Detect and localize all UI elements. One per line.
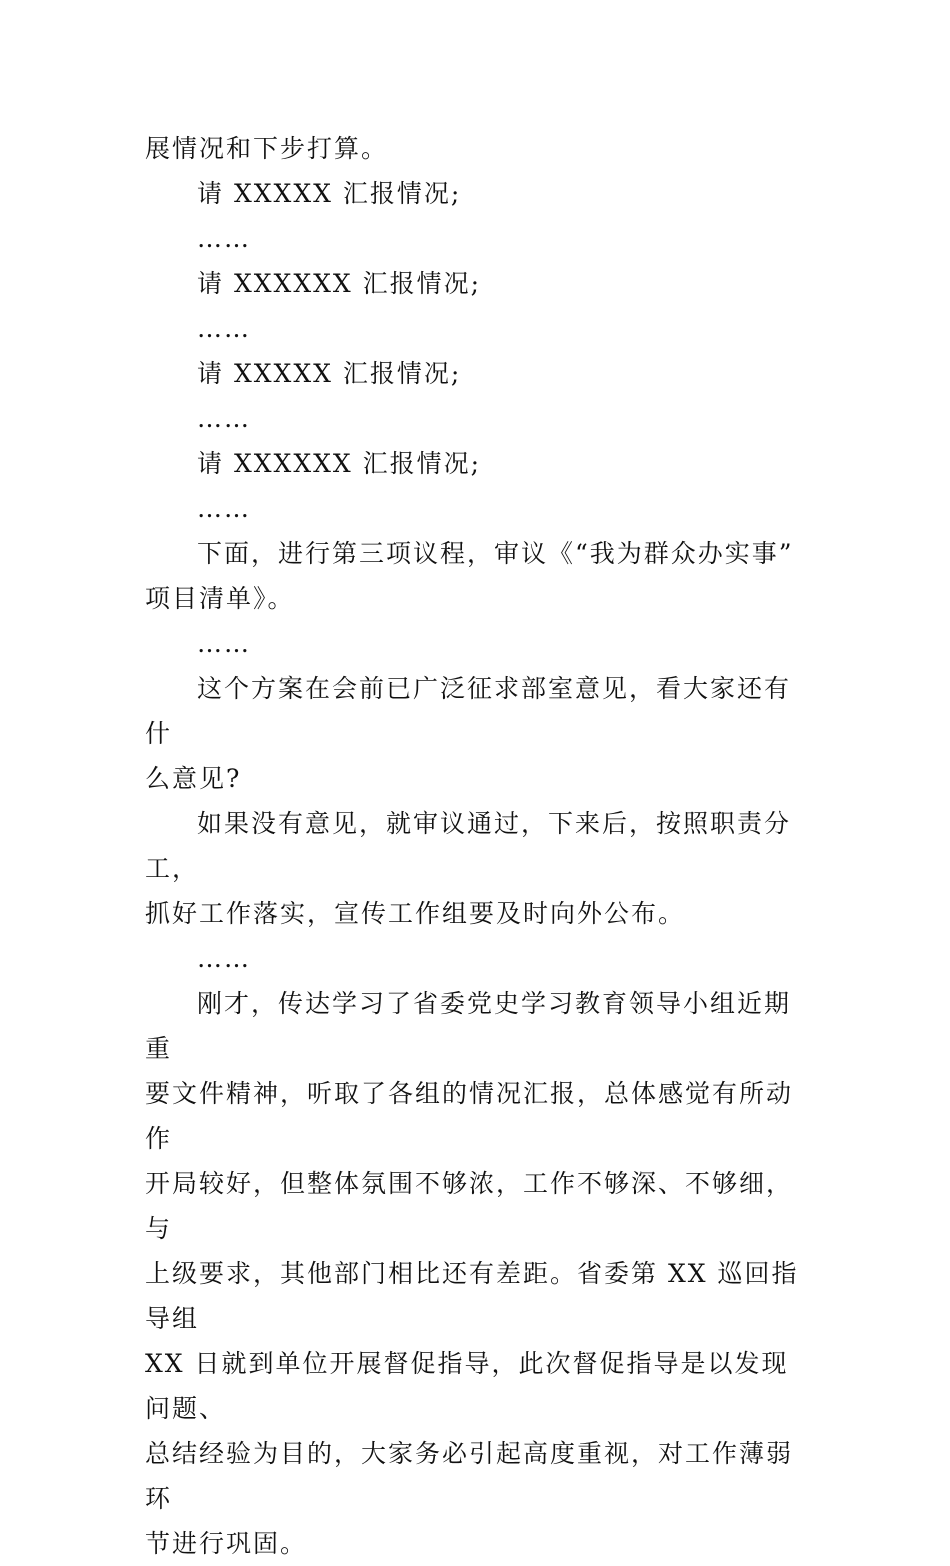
text-line: XX 日就到单位开展督促指导，此次督促指导是以发现问题、 [145,1349,789,1423]
text-line: 请 XXXXX 汇报情况; [197,359,462,388]
ellipsis-line: …… [197,944,251,973]
ellipsis-line: …… [197,494,251,523]
text-line: 请 XXXXXX 汇报情况; [197,269,482,298]
text-line: 请 XXXXX 汇报情况; [197,179,462,208]
document-body [145,126,815,1566]
ellipsis-line: …… [197,314,251,343]
text-line: 项目清单》。 [145,584,295,613]
text-line: 请 XXXXXX 汇报情况; [197,449,482,478]
text-line: 如果没有意见，就审议通过，下来后，按照职责分工， [145,809,792,883]
text-line: 抓好工作落实，宣传工作组要及时向外公布。 [145,899,686,928]
text-line: 总结经验为目的，大家务必引起高度重视，对工作薄弱环 [145,1439,794,1513]
text-line: 开局较好，但整体氛围不够浓，工作不够深、不够细，与 [145,1169,794,1243]
text-line: 么意见? [145,764,242,793]
text-line: 这个方案在会前已广泛征求部室意见，看大家还有什 [145,674,792,748]
text-line: 节进行巩固。 [145,1529,308,1558]
text-line: 下面，进行第三项议程，审议《“我为群众办实事” [197,539,794,568]
ellipsis-line: …… [197,224,251,253]
ellipsis-line: …… [197,629,251,658]
ellipsis-line: …… [197,404,251,433]
text-line: 展情况和下步打算。 [145,134,389,163]
text-line: 刚才，传达学习了省委党史学习教育领导小组近期重 [145,989,792,1063]
text-line: 要文件精神，听取了各组的情况汇报，总体感觉有所动作 [145,1079,794,1153]
text-line: 上级要求，其他部门相比还有差距。省委第 XX 巡回指导组 [145,1259,799,1333]
